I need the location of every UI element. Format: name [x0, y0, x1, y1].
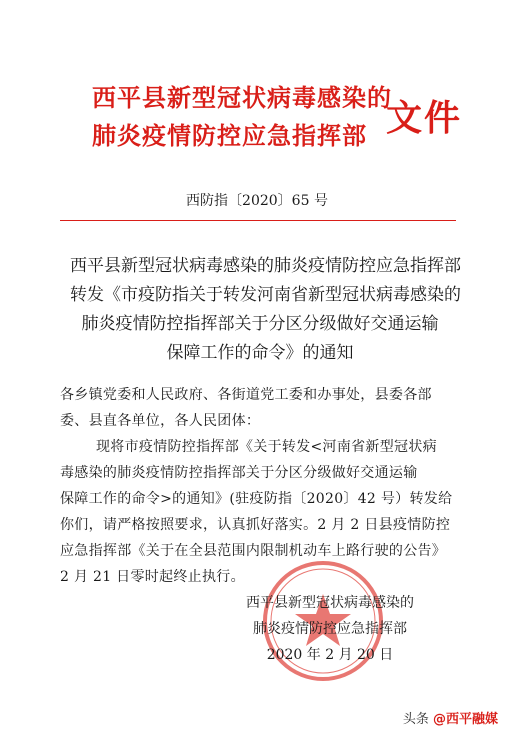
document-number: 西防指〔2020〕65 号: [186, 193, 328, 209]
body-line: 委、县直各单位，各人民团体：: [60, 413, 261, 429]
source-watermark: [403, 708, 498, 727]
body-line: 保障工作的命令>的通知》(驻疫防指〔2020〕42 号）转发给: [60, 491, 453, 507]
body-line: 毒感染的肺炎疫情防控指挥部关于分区分级做好交通运输: [60, 465, 418, 481]
header-divider: [60, 220, 456, 221]
signature-date: 2020 年 2 月 20 日: [266, 647, 394, 663]
signature-org-line1: 西平县新型冠状病毒感染的: [246, 595, 414, 611]
body-line: 应急指挥部《关于在全县范围内限制机动车上路行驶的公告》: [60, 543, 447, 559]
title-line: 保障工作的命令》的通知: [166, 343, 354, 363]
issuing-org-line2: 肺炎疫情防控应急指挥部: [92, 122, 367, 150]
document-title: [70, 252, 461, 368]
body-line: 各乡镇党委和人民政府、各街道党工委和办事处，县委各部: [60, 387, 432, 403]
watermark-prefix: 头条: [402, 712, 429, 727]
title-line: 转发《市疫防指关于转发河南省新型冠状病毒感染的: [70, 285, 461, 305]
document-word: 文件: [386, 98, 463, 139]
title-line: 肺炎疫情防控指挥部关于分区分级做好交通运输: [81, 314, 439, 334]
signature-block: [230, 590, 430, 668]
body-line: 你们，请严格按照要求，认真抓好落实。2 月 2 日县疫情防控: [60, 517, 451, 533]
body-line: 现将市疫情防控指挥部《关于转发<河南省新型冠状病: [96, 439, 437, 455]
title-line: 西平县新型冠状病毒感染的肺炎疫情防控应急指挥部: [70, 256, 461, 276]
body-line: 2 月 21 日零时起终止执行。: [60, 569, 245, 585]
issuing-org-line1: 西平县新型冠状病毒感染的: [92, 84, 392, 112]
watermark-handle: @西平融媒: [432, 712, 498, 727]
signature-org-line2: 肺炎疫情防控应急指挥部: [253, 621, 407, 637]
